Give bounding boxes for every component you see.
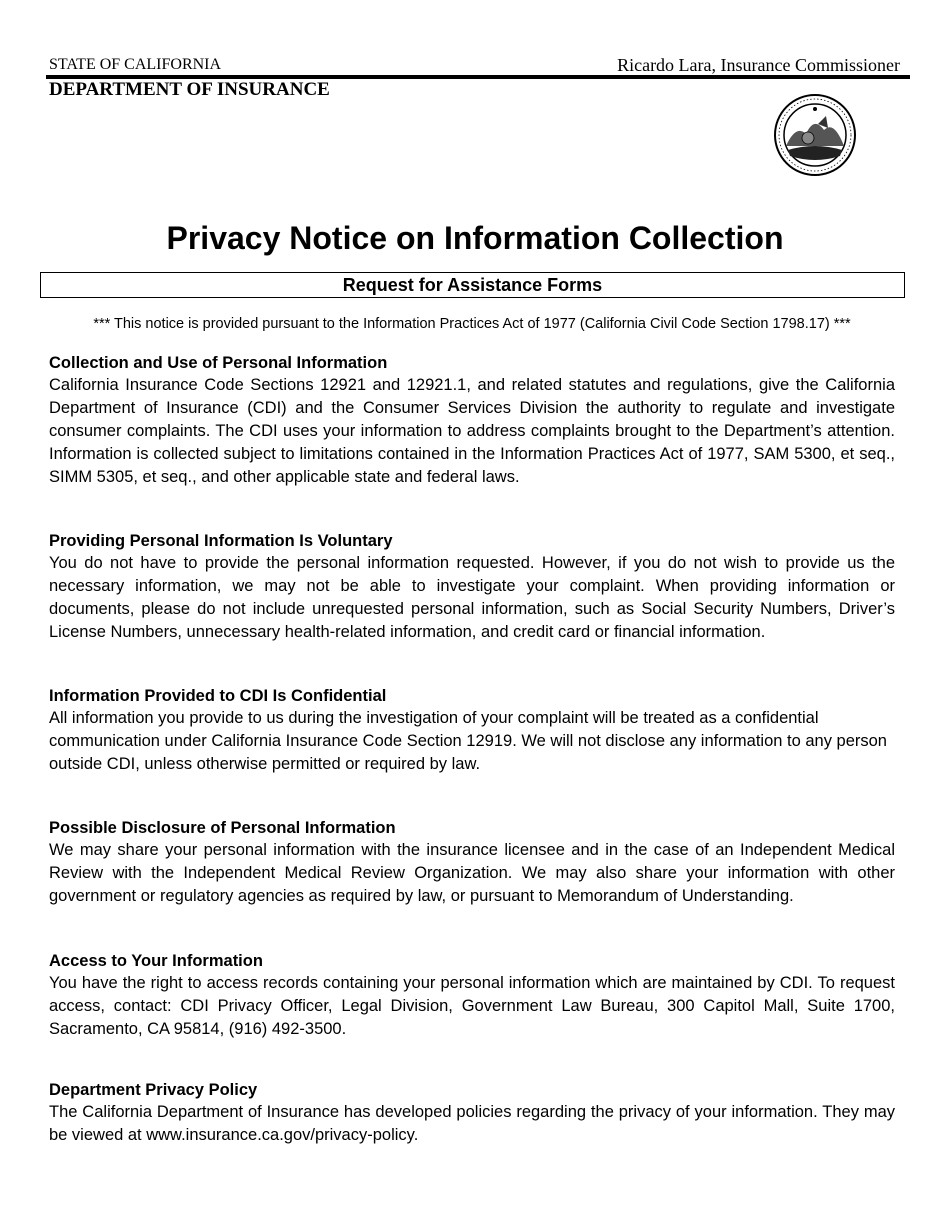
section-access [49,950,895,1041]
section-body: California Insurance Code Sections 12921 and 12921.1, and related statutes and regulations, give the California Department of Insurance (CDI) and the Consumer Services Division the authority to regulate and investigate consumer complaints. The CDI uses your information to address complaints brought to the Department’s attention. Information is collected subject to limitations contained in the Information Practices Act of 1977, SAM 5300, et seq., SIMM 5305, et seq., and other applicable state and federal laws. [49,376,895,486]
section-heading: Providing Personal Information Is Voluntary [49,532,393,550]
section-body: All information you provide to us during the investigation of your complaint will be treated as a confidential communication under California Insurance Code Section 12919. We will not disclose any information to any person outside CDI, unless otherwise permitted or required by law. [49,709,887,773]
section-disclosure [49,817,895,908]
form-subtitle: Request for Assistance Forms [40,272,905,298]
section-body: You do not have to provide the personal information requested. However, if you do not wish to provide us the necessary information, we may not be able to investigate your complaint. When providing information or documents, please do not include unrequested personal information, such as Social Security Numbers, Driver’s License Numbers, unnecessary health-related information, and credit card or financial information. [49,554,895,641]
section-heading: Department Privacy Policy [49,1081,258,1099]
section-body: The California Department of Insurance has developed policies regarding the privacy of your information. They may be viewed at www.insurance.ca.gov/privacy-policy. [49,1103,895,1144]
state-seal-icon [774,94,856,176]
section-privacy-policy [49,1079,895,1147]
section-heading: Collection and Use of Personal Information [49,354,388,372]
section-heading: Access to Your Information [49,952,263,970]
section-voluntary [49,530,895,644]
section-heading: Information Provided to CDI Is Confidential [49,687,387,705]
section-collection-use [49,352,895,489]
section-body: You have the right to access records containing your personal information which are maintained by CDI. To request access, contact: CDI Privacy Officer, Legal Division, Government Law Bureau, 300 Capitol Mall, Suite 1700, Sacramento, CA 95814, (916) 492-3500. [49,974,895,1038]
section-body: We may share your personal information with the insurance licensee and in the case of an Independent Medical Review with the Independent Medical Review Organization. We may also share your information with other government or regulatory agencies as required by law, or pursuant to Memorandum of Understanding. [49,841,895,905]
page-title: Privacy Notice on Information Collection [166,220,784,256]
legal-notice: *** This notice is provided pursuant to the Information Practices Act of 1977 (California Civil Code Section 1798.17) *** [93,316,851,332]
section-heading: Possible Disclosure of Personal Information [49,819,396,837]
section-confidential [49,685,895,776]
commissioner-label: Ricardo Lara, Insurance Commissioner [617,55,900,75]
department-label: DEPARTMENT OF INSURANCE [49,79,330,100]
state-label: STATE OF CALIFORNIA [49,56,222,73]
